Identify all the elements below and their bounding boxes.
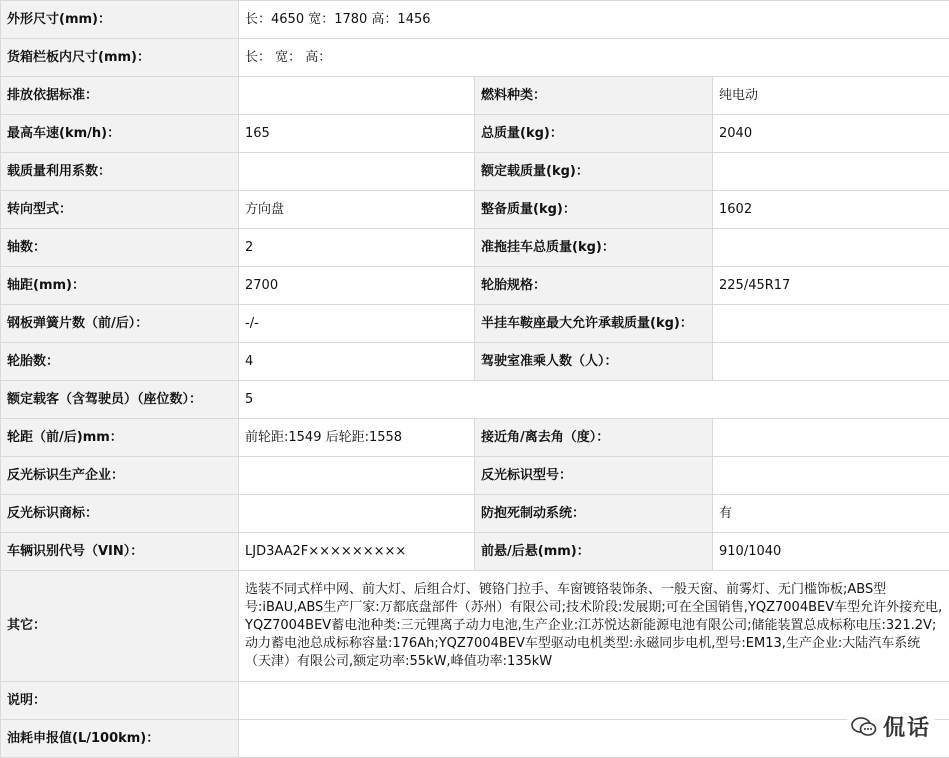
spec-label: 车辆识别代号（VIN）： <box>1 533 239 571</box>
table-row <box>1 267 949 305</box>
spec-value: LJD3AA2F××××××××× <box>239 533 475 571</box>
spec-label: 钢板弹簧片数（前/后）： <box>1 305 239 343</box>
spec-value <box>239 457 475 495</box>
spec-value <box>713 343 949 381</box>
spec-value <box>239 495 475 533</box>
table-row <box>1 495 949 533</box>
spec-label: 油耗申报值(L/100km)： <box>1 720 239 758</box>
spec-value <box>713 153 949 191</box>
spec-label: 轮距（前/后)mm： <box>1 419 239 457</box>
spec-value: 225/45R17 <box>713 267 949 305</box>
spec-label: 最高车速(km/h)： <box>1 115 239 153</box>
watermark-text: 侃话 <box>883 711 931 742</box>
spec-label: 驾驶室准乘人数（人）： <box>475 343 713 381</box>
spec-label: 整备质量(kg)： <box>475 191 713 229</box>
table-row <box>1 457 949 495</box>
spec-value <box>239 682 949 720</box>
spec-value <box>239 153 475 191</box>
spec-label: 轴距(mm)： <box>1 267 239 305</box>
table-row <box>1 191 949 229</box>
table-row <box>1 533 949 571</box>
spec-label: 排放依据标准： <box>1 77 239 115</box>
spec-value: 纯电动 <box>713 77 949 115</box>
spec-value: 长： 宽： 高： <box>239 39 949 77</box>
spec-value: 有 <box>713 495 949 533</box>
spec-value <box>239 77 475 115</box>
spec-label: 货箱栏板内尺寸(mm)： <box>1 39 239 77</box>
spec-label: 额定载客（含驾驶员）（座位数）： <box>1 381 239 419</box>
spec-label: 外形尺寸(mm)： <box>1 1 239 39</box>
spec-value: 2040 <box>713 115 949 153</box>
spec-value <box>713 419 949 457</box>
spec-value <box>713 305 949 343</box>
spec-label: 说明： <box>1 682 239 720</box>
spec-label: 轮胎数： <box>1 343 239 381</box>
spec-notes: 选装不同式样中网、前大灯、后组合灯、镀铬门拉手、车窗镀铬装饰条、一般天窗、前雾灯、无门槛饰板;ABS型号:iBAU,ABS生产厂家:万都底盘部件（苏州）有限公司;技术阶段:发展期;可在全国销售,YQZ7004BEV车型允许外接充电, YQZ7004BEV蓄电池种类:三元锂离子动力电池,生产企业:江苏悦达新能源电池有限公司;储能装置总成标称电压:321.2V;动力蓄电池总成标称容量:176Ah;YQZ7004BEV车型驱动电机类型:永磁同步电机,型号:EM13,生产企业:大陆汽车系统（天津）有限公司,额定功率:55kW,峰值功率:135kW <box>239 571 949 682</box>
table-row <box>1 115 949 153</box>
spec-value: 前轮距:1549 后轮距:1558 <box>239 419 475 457</box>
watermark <box>847 709 935 744</box>
spec-label: 其它： <box>1 571 239 682</box>
table-row <box>1 381 949 419</box>
spec-value: 165 <box>239 115 475 153</box>
spec-label: 额定载质量(kg)： <box>475 153 713 191</box>
spec-value: 2700 <box>239 267 475 305</box>
table-row <box>1 153 949 191</box>
table-row <box>1 682 949 720</box>
spec-label: 总质量(kg)： <box>475 115 713 153</box>
table-row <box>1 1 949 39</box>
table-row <box>1 343 949 381</box>
spec-label: 防抱死制动系统： <box>475 495 713 533</box>
spec-label: 接近角/离去角（度）： <box>475 419 713 457</box>
spec-label: 转向型式： <box>1 191 239 229</box>
table-row <box>1 571 949 682</box>
spec-value: -/- <box>239 305 475 343</box>
spec-value: 910/1040 <box>713 533 949 571</box>
spec-label: 反光标识型号： <box>475 457 713 495</box>
table-row <box>1 305 949 343</box>
spec-label: 反光标识商标： <box>1 495 239 533</box>
table-row <box>1 39 949 77</box>
table-row <box>1 229 949 267</box>
spec-label: 半挂车鞍座最大允许承载质量(kg)： <box>475 305 713 343</box>
spec-value: 长：4650 宽：1780 高：1456 <box>239 1 949 39</box>
spec-label: 燃料种类： <box>475 77 713 115</box>
spec-value: 2 <box>239 229 475 267</box>
spec-label: 轴数： <box>1 229 239 267</box>
chat-bubble-icon <box>851 716 877 738</box>
table-row <box>1 77 949 115</box>
spec-label: 前悬/后悬(mm)： <box>475 533 713 571</box>
spec-value <box>713 229 949 267</box>
table-row <box>1 419 949 457</box>
spec-value: 5 <box>239 381 949 419</box>
spec-value: 1602 <box>713 191 949 229</box>
spec-value <box>713 457 949 495</box>
spec-label: 准拖挂车总质量(kg)： <box>475 229 713 267</box>
spec-value: 方向盘 <box>239 191 475 229</box>
spec-label: 轮胎规格： <box>475 267 713 305</box>
spec-label: 反光标识生产企业： <box>1 457 239 495</box>
spec-value: 4 <box>239 343 475 381</box>
spec-label: 载质量利用系数： <box>1 153 239 191</box>
